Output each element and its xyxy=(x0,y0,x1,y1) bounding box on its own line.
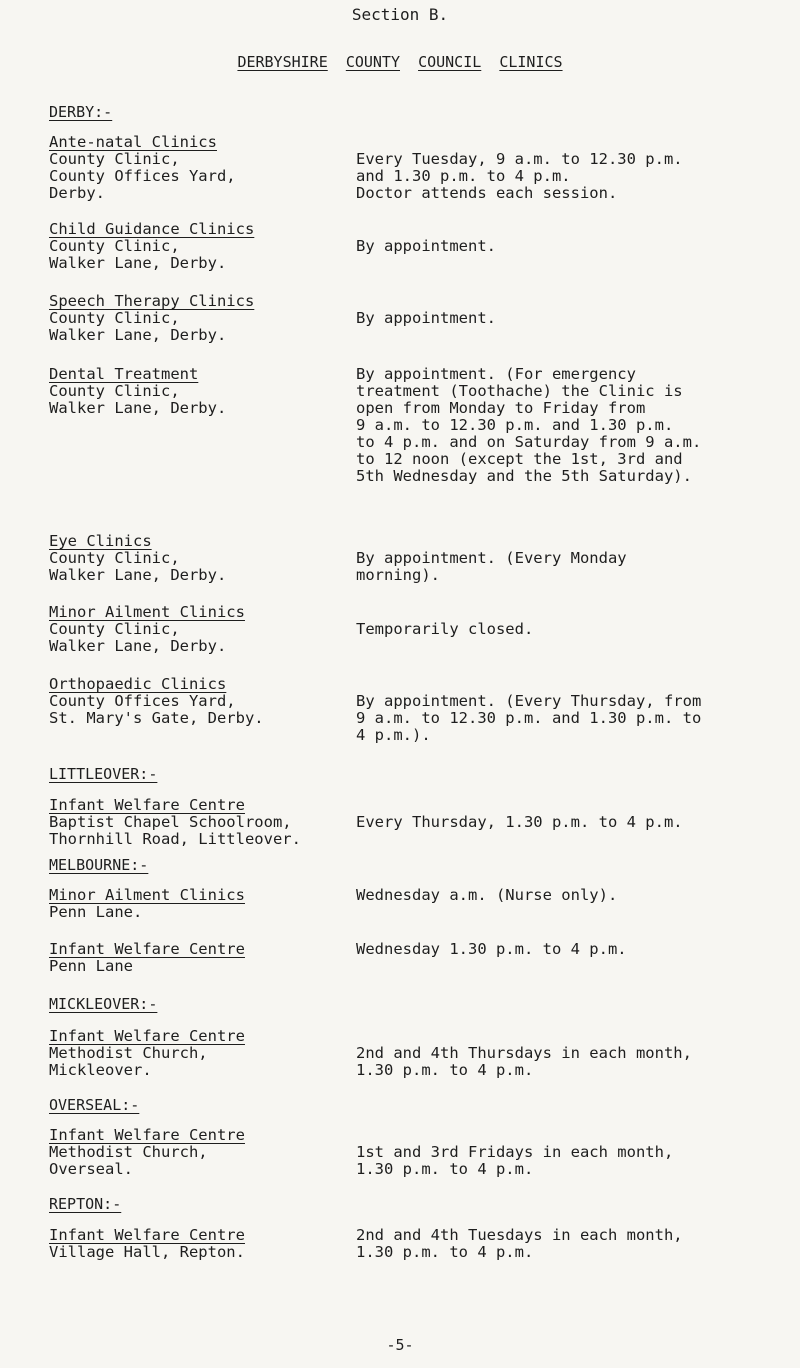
clinic-hours-line: treatment (Toothache) the Clinic is xyxy=(356,382,683,400)
clinic-name: Child Guidance Clinics xyxy=(49,220,255,238)
clinic-hours-line: 1.30 p.m. to 4 p.m. xyxy=(356,1061,534,1079)
clinic-name: Dental Treatment xyxy=(49,365,199,383)
clinic-address-line: County Clinic, xyxy=(49,382,180,400)
clinic-name: Minor Ailment Clinics xyxy=(49,886,245,904)
clinic-address-line: Methodist Church, xyxy=(49,1044,208,1062)
clinic-hours-line: Every Tuesday, 9 a.m. to 12.30 p.m. xyxy=(356,150,683,168)
clinic-hours-line: Wednesday 1.30 p.m. to 4 p.m. xyxy=(356,940,627,958)
clinic-address-line: County Clinic, xyxy=(49,150,180,168)
clinic-address-line: County Clinic, xyxy=(49,309,180,327)
clinic-hours-line: 1.30 p.m. to 4 p.m. xyxy=(356,1243,534,1261)
clinic-address-line: Baptist Chapel Schoolroom, xyxy=(49,813,292,831)
clinic-name: Eye Clinics xyxy=(49,532,152,550)
section-label: Section B. xyxy=(351,5,449,24)
clinic-hours-line: Doctor attends each session. xyxy=(356,184,618,202)
title-word: COUNCIL xyxy=(418,53,482,71)
clinic-name: Infant Welfare Centre xyxy=(49,796,245,814)
clinic-address-line: County Offices Yard, xyxy=(49,692,236,710)
clinic-name: Infant Welfare Centre xyxy=(49,1226,245,1244)
title-word: COUNTY xyxy=(345,53,400,71)
clinic-address-line: Mickleover. xyxy=(49,1061,152,1079)
page-number: -5- xyxy=(386,1336,414,1354)
clinic-name: Minor Ailment Clinics xyxy=(49,603,245,621)
town-heading-derby: DERBY:- xyxy=(49,103,113,121)
clinic-name: Infant Welfare Centre xyxy=(49,1027,245,1045)
clinic-name: Ante-natal Clinics xyxy=(49,133,217,151)
clinic-hours-line: morning). xyxy=(356,566,440,584)
clinic-name: Infant Welfare Centre xyxy=(49,1126,245,1144)
town-heading-overseal: OVERSEAL:- xyxy=(49,1096,140,1114)
clinic-hours-line: Wednesday a.m. (Nurse only). xyxy=(356,886,618,904)
title-word: DERBYSHIRE xyxy=(237,53,328,71)
clinic-hours-line: By appointment. (For emergency xyxy=(356,365,636,383)
clinic-address-line: County Clinic, xyxy=(49,237,180,255)
clinic-hours-line: By appointment. xyxy=(356,237,496,255)
clinic-address-line: County Clinic, xyxy=(49,620,180,638)
town-heading-mickleover: MICKLEOVER:- xyxy=(49,995,158,1013)
clinic-address-line: Village Hall, Repton. xyxy=(49,1243,245,1261)
clinic-hours-line: Temporarily closed. xyxy=(356,620,534,638)
clinic-name: Speech Therapy Clinics xyxy=(49,292,255,310)
clinic-address-line: Derby. xyxy=(49,184,105,202)
clinic-hours-line: 5th Wednesday and the 5th Saturday). xyxy=(356,467,692,485)
clinic-hours-line: 9 a.m. to 12.30 p.m. and 1.30 p.m. xyxy=(356,416,674,434)
clinic-address-line: County Clinic, xyxy=(49,549,180,567)
clinic-address-line: St. Mary's Gate, Derby. xyxy=(49,709,264,727)
clinic-hours-line: By appointment. (Every Thursday, from xyxy=(356,692,702,710)
clinic-address-line: Walker Lane, Derby. xyxy=(49,254,227,272)
clinic-hours-line: open from Monday to Friday from xyxy=(356,399,646,417)
clinic-hours-line: 9 a.m. to 12.30 p.m. and 1.30 p.m. to xyxy=(356,709,702,727)
town-heading-littleover: LITTLEOVER:- xyxy=(49,765,158,783)
clinic-address-line: Walker Lane, Derby. xyxy=(49,637,227,655)
title-word: CLINICS xyxy=(499,53,563,71)
clinic-hours-line: By appointment. xyxy=(356,309,496,327)
clinic-hours-line: Every Thursday, 1.30 p.m. to 4 p.m. xyxy=(356,813,683,831)
clinic-address-line: Walker Lane, Derby. xyxy=(49,399,227,417)
town-heading-melbourne: MELBOURNE:- xyxy=(49,856,149,874)
page-title xyxy=(0,54,800,71)
town-heading-repton: REPTON:- xyxy=(49,1195,122,1213)
clinic-hours-line: By appointment. (Every Monday xyxy=(356,549,627,567)
clinic-hours-line: 4 p.m.). xyxy=(356,726,431,744)
clinic-name: Infant Welfare Centre xyxy=(49,940,245,958)
clinic-hours-line: 2nd and 4th Thursdays in each month, xyxy=(356,1044,692,1062)
clinic-address-line: Penn Lane xyxy=(49,957,133,975)
clinic-address-line: Thornhill Road, Littleover. xyxy=(49,830,301,848)
clinic-address-line: Methodist Church, xyxy=(49,1143,208,1161)
clinic-hours-line: and 1.30 p.m. to 4 p.m. xyxy=(356,167,571,185)
clinic-address-line: Overseal. xyxy=(49,1160,133,1178)
clinic-address-line: County Offices Yard, xyxy=(49,167,236,185)
clinic-hours-line: to 12 noon (except the 1st, 3rd and xyxy=(356,450,683,468)
clinic-hours-line: 2nd and 4th Tuesdays in each month, xyxy=(356,1226,683,1244)
clinic-address-line: Walker Lane, Derby. xyxy=(49,566,227,584)
clinic-address-line: Penn Lane. xyxy=(49,903,143,921)
clinic-address-line: Walker Lane, Derby. xyxy=(49,326,227,344)
clinic-hours-line: to 4 p.m. and on Saturday from 9 a.m. xyxy=(356,433,702,451)
clinic-hours-line: 1st and 3rd Fridays in each month, xyxy=(356,1143,674,1161)
clinic-name: Orthopaedic Clinics xyxy=(49,675,227,693)
clinic-hours-line: 1.30 p.m. to 4 p.m. xyxy=(356,1160,534,1178)
